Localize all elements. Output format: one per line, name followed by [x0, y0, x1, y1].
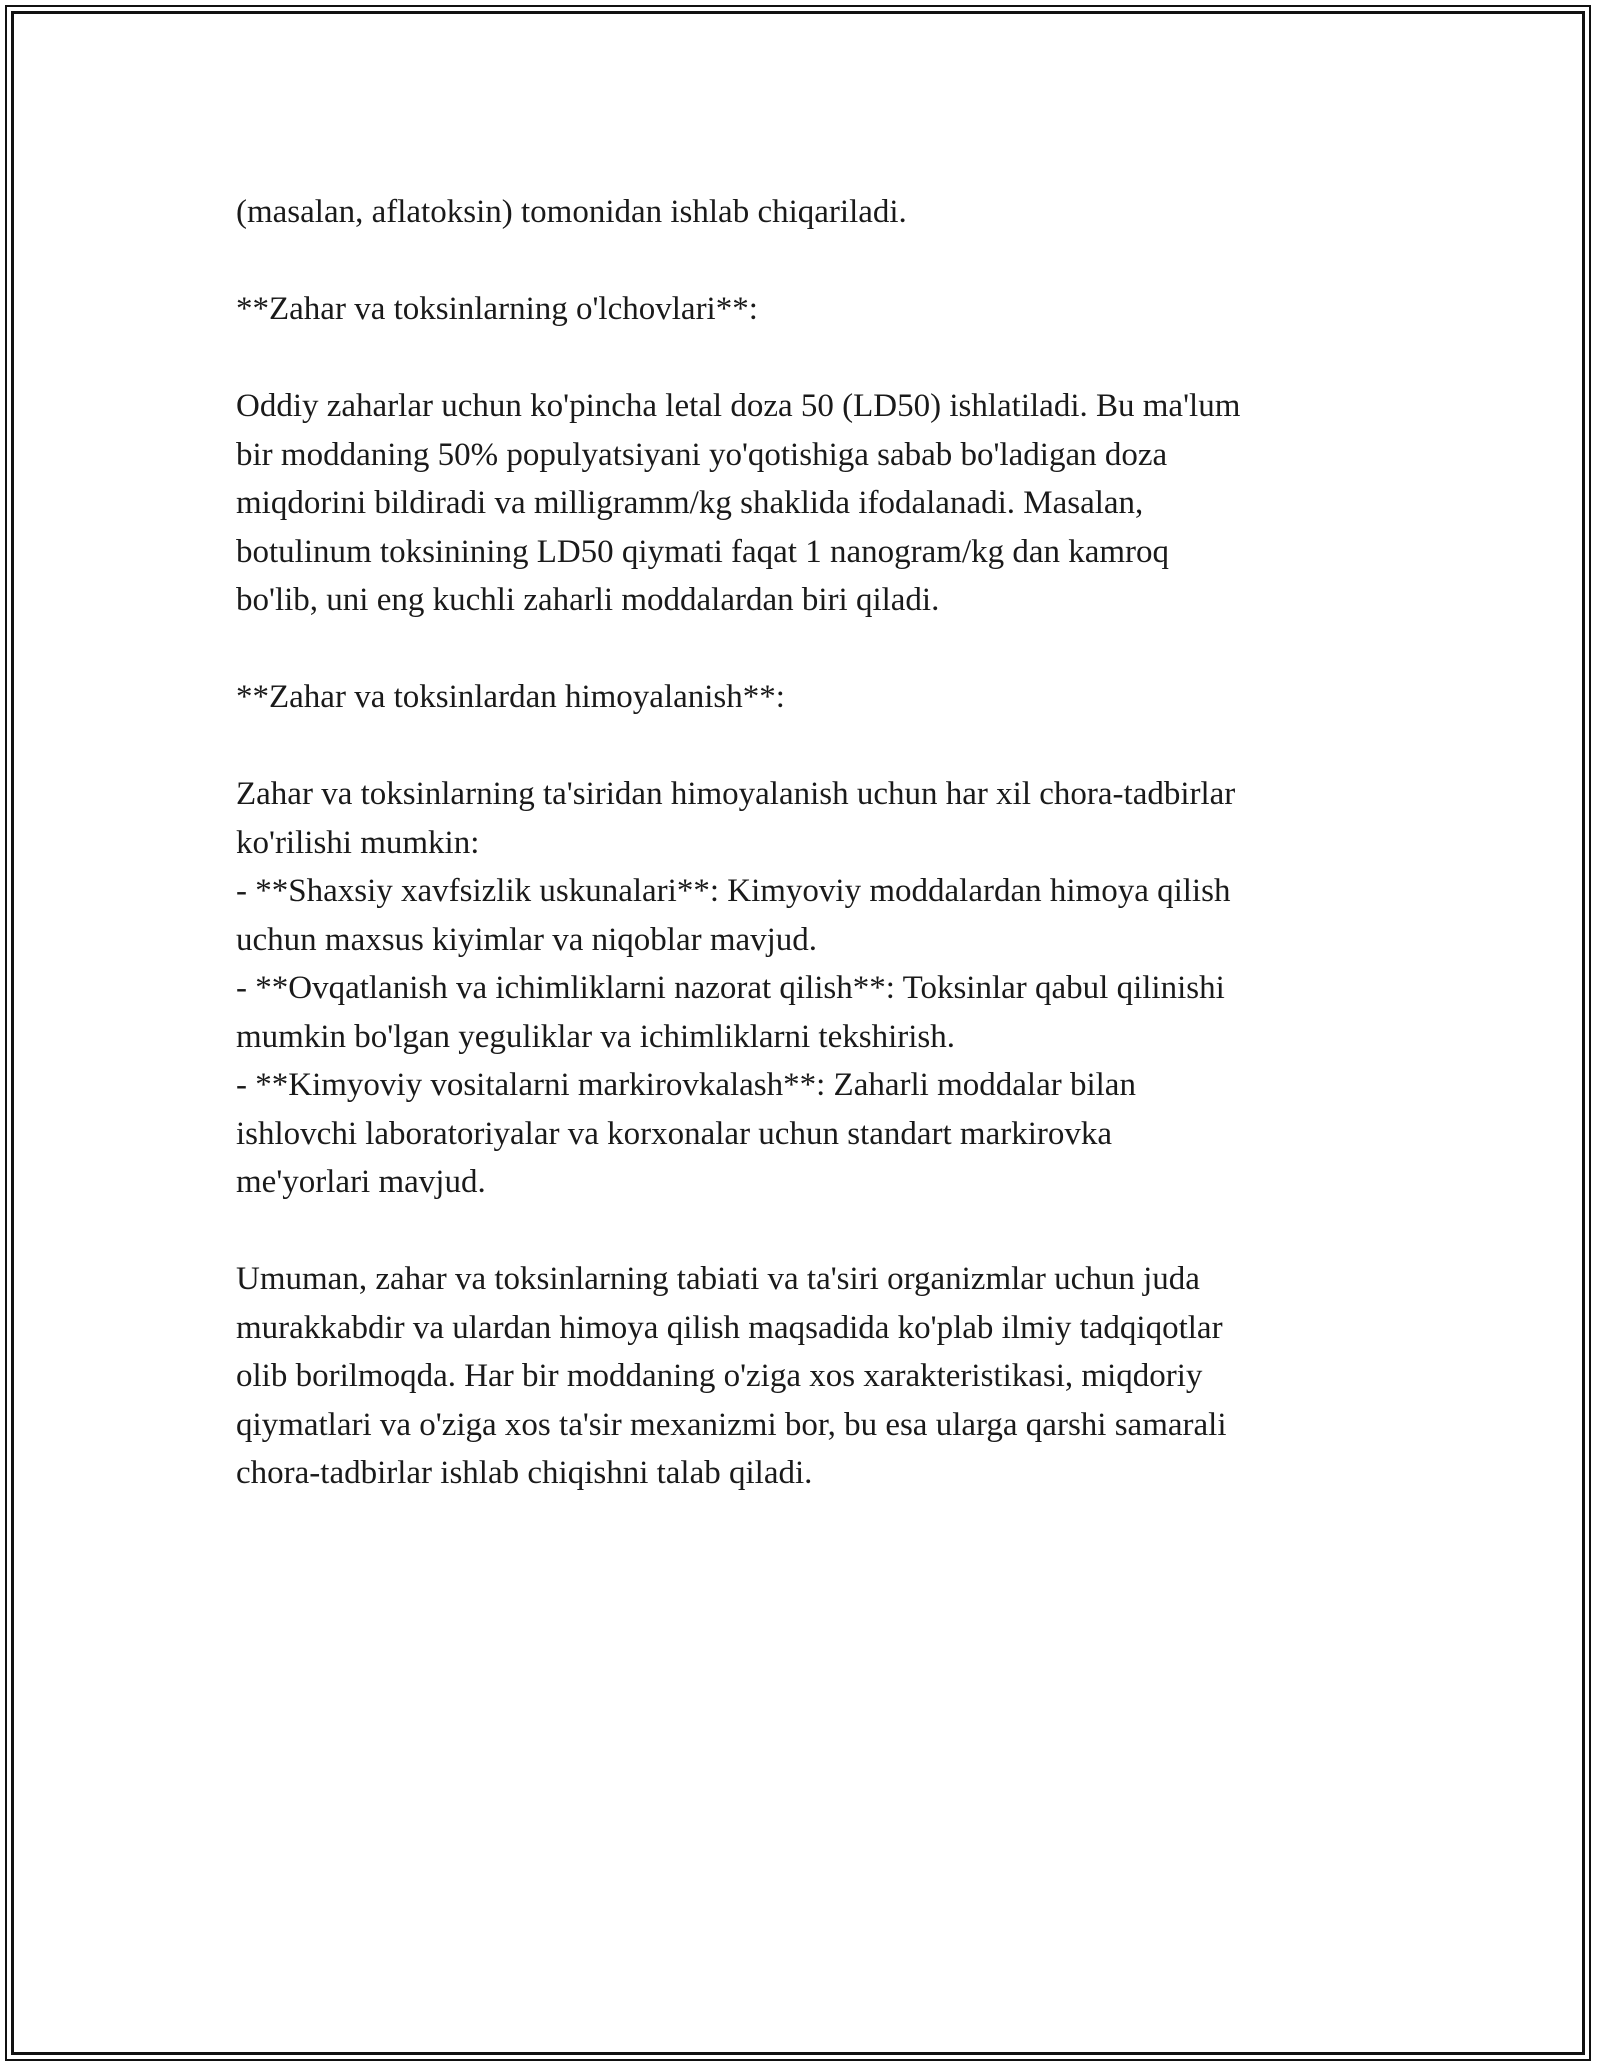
intro-line: (masalan, aflatoksin) tomonidan ishlab chiqariladi.	[236, 194, 907, 230]
ld50-line: bir moddaning 50% populyatsiyani yo'qotishiga sabab bo'ladigan doza	[236, 436, 1168, 473]
protection-line: mumkin bo'lgan yeguliklar va ichimliklarni tekshirish.	[236, 1018, 955, 1055]
conclusion-line: chora-tadbirlar ishlab chiqishni talab qiladi.	[236, 1455, 813, 1491]
protection-list-item: - **Ovqatlanish va ichimliklarni nazorat qilish**: Toksinlar qabul qilinishi	[236, 970, 1225, 1006]
conclusion-line: Umuman, zahar va toksinlarning tabiati va ta'siri organizmlar uchun juda	[236, 1261, 1200, 1297]
conclusion-line: murakkabdir va ulardan himoya qilish maqsadida ko'plab ilmiy tadqiqotlar	[236, 1309, 1223, 1346]
protection-list-item: - **Shaxsiy xavfsizlik uskunalari**: Kimyoviy moddalardan himoya qilish	[236, 873, 1231, 909]
paragraph-gap	[236, 722, 1376, 771]
protection-line: me'yorlari mavjud.	[236, 1164, 486, 1200]
ld50-line: Oddiy zaharlar uchun ko'pincha letal doza 50 (LD50) ishlatiladi. Bu ma'lum	[236, 388, 1241, 424]
ld50-line: botulinum toksinining LD50 qiymati faqat 1 nanogram/kg dan kamroq	[236, 533, 1170, 570]
protection-line: ko'rilishi mumkin:	[236, 824, 480, 861]
document-body	[236, 188, 1376, 1498]
paragraph-gap	[236, 334, 1376, 383]
ld50-line: miqdorini bildiradi va milligramm/kg shaklida ifodalanadi. Masalan,	[236, 485, 1144, 521]
paragraph-gap	[236, 237, 1376, 286]
heading-protection: **Zahar va toksinlardan himoyalanish**:	[236, 679, 785, 715]
protection-line: uchun maxsus kiyimlar va niqoblar mavjud.	[236, 921, 818, 958]
ld50-line: bo'lib, uni eng kuchli zaharli moddalardan biri qiladi.	[236, 582, 940, 618]
paragraph-gap	[236, 625, 1376, 674]
protection-line: Zahar va toksinlarning ta'siridan himoyalanish uchun har xil chora-tadbirlar	[236, 776, 1236, 812]
conclusion-line: olib borilmoqda. Har bir moddaning o'ziga xos xarakteristikasi, miqdoriy	[236, 1358, 1203, 1394]
heading-measurements: **Zahar va toksinlarning o'lchovlari**:	[236, 291, 758, 327]
protection-list-item: - **Kimyoviy vositalarni markirovkalash**: Zaharli moddalar bilan	[236, 1067, 1136, 1103]
paragraph-gap	[236, 1207, 1376, 1256]
conclusion-line: qiymatlari va o'ziga xos ta'sir mexanizmi bor, bu esa ularga qarshi samarali	[236, 1406, 1227, 1443]
protection-line: ishlovchi laboratoriyalar va korxonalar uchun standart markirovka	[236, 1115, 1113, 1152]
